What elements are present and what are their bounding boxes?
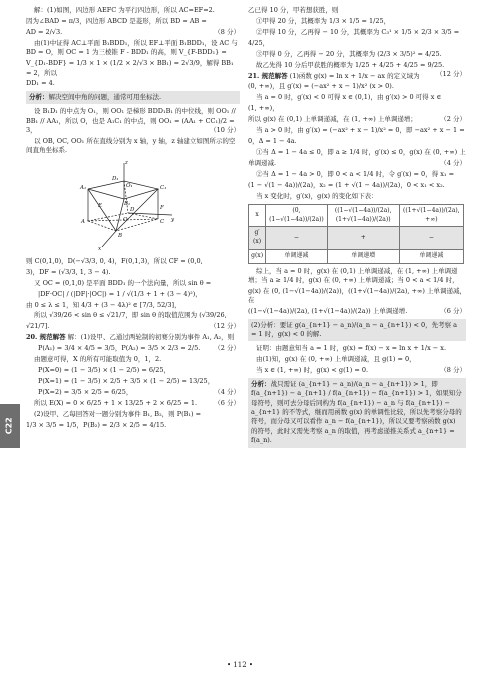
score-mark: （12 分） bbox=[436, 70, 466, 79]
section-tab bbox=[0, 404, 20, 448]
table-cell: ((1−√(1−4a))/(2a), (1+√(1−4a))/(2a)) bbox=[327, 205, 399, 227]
text-line: 4/25， bbox=[248, 38, 270, 47]
table-row bbox=[249, 227, 464, 249]
table-cell: x bbox=[249, 205, 266, 227]
fig-label: D bbox=[130, 207, 135, 214]
text-line: AD = 2/√3. bbox=[26, 27, 63, 36]
text-line: (1)函数 g(x) = ln x + 1/x − ax 的定义域为 bbox=[289, 71, 420, 80]
text-line: (1, +∞)， bbox=[248, 104, 279, 113]
text-line: ②当 Δ = 1 − 4a > 0，即 0 < a < 1/4 时，令 g′(x) = 0，得 x₁ = bbox=[256, 169, 455, 178]
text-line: V_{D₁-BDF} = 1/3 × 1 × (1/2 × 2/√3 × BB₁) = 2√3/9，解得 BB₁ = 2，所以 bbox=[26, 59, 234, 77]
score-mark: （6 分） bbox=[440, 307, 466, 316]
section-tab-label: C22 bbox=[5, 417, 15, 435]
text-line: 3)，DF = (√3/3, 1, 3 − 4). bbox=[26, 267, 111, 276]
text-line: |DF·OC| / (|DF|·|OC|) = 1 / √(1/3 + 1 + (3 − 4)²)， bbox=[38, 289, 202, 298]
analysis-box bbox=[248, 319, 466, 342]
text-line: 证明：由题意知当 a = 1 时，g(x) = f(x) − x = ln x + 1/x − x. bbox=[256, 344, 447, 353]
text-line: 故乙先得 10 分后甲获胜的概率为 1/25 + 4/25 + 4/25 = 9/25. bbox=[256, 60, 445, 69]
fig-label: y bbox=[171, 217, 175, 224]
variation-table bbox=[248, 204, 464, 263]
analysis-text: 解决空间中角的问题，通常可用坐标法. bbox=[48, 92, 162, 101]
left-column bbox=[26, 6, 240, 432]
fig-label: D₁ bbox=[112, 176, 119, 183]
analysis-box bbox=[26, 91, 240, 104]
text-line: 又 OC = (0,1,0) 是平面 BDD₁ 的一个法向量，所以 sin θ = bbox=[34, 278, 212, 287]
question-heading: 20. 规范解答 bbox=[26, 333, 66, 342]
top-face bbox=[88, 181, 158, 199]
table-cell: + bbox=[327, 227, 399, 249]
fig-label: C₁ bbox=[160, 185, 167, 192]
text-line: 解：(1)如图，四边形 AEFC 为平行四边形，所以 AC=EF=2. bbox=[34, 6, 215, 14]
score-mark: （4 分） bbox=[214, 387, 240, 396]
table-cell: g(x) bbox=[249, 249, 266, 263]
fig-label: O bbox=[123, 217, 128, 224]
analysis-box bbox=[248, 378, 466, 448]
text-line: 综上，当 a = 0 时，g(x) 在 (0,1) 上单调递减，在 (1, +∞) 上单调递增；当 a ≥ 1/4 时，g(x) 在 (0, +∞) 上单调递减；当 0 < a < 1/4 时， bbox=[248, 266, 459, 284]
table-cell: − bbox=[399, 227, 463, 249]
text-line: 所以 √39/26 < sin θ ≤ √21/7，即 sin θ 的取值范围为 (√39/26, bbox=[34, 311, 227, 320]
text-line: 解：(1)设甲、乙通过两轮制的初赛分别为事件 A₁, A₂，则 bbox=[67, 333, 235, 342]
prism-figure bbox=[66, 159, 178, 251]
text-line: 单调递减. bbox=[248, 158, 277, 167]
fig-label: A₁ bbox=[80, 185, 87, 192]
text-line: (0, +∞)，且 g′(x) = (−ax² + x − 1)/x² (x > 0). bbox=[248, 82, 394, 91]
table-row bbox=[249, 249, 464, 263]
score-mark: （12 分） bbox=[210, 322, 240, 331]
text-line: DD₁ = 4. bbox=[26, 79, 55, 88]
text-line: ②甲得 10 分，乙再得 − 10 分，其概率为 C₃¹ × 1/5 × 2/3 × 3/5 = bbox=[256, 27, 460, 36]
table-cell: 单调递增 bbox=[327, 249, 399, 263]
text-line: 当 x 变化时，g′(x)，g(x) 的变化如下表： bbox=[256, 191, 378, 200]
text-line: (2)设甲、乙每回答对一题分别为事件 B₁, B₂，则 P(B₁) = bbox=[34, 409, 202, 418]
text-line: 当 x ∈ (1, +∞) 时，g(x) < g(1) = 0. bbox=[256, 366, 369, 375]
table-cell: 单调递减 bbox=[399, 249, 463, 263]
table-row bbox=[249, 205, 464, 227]
analysis-text: (2)分析：要证 g(a_{n+1} − a_n)/(a_n − a_{n+1}) < 0，先考察 a = 1 时，g(x) < 0 的解. bbox=[251, 320, 458, 339]
score-mark: （6 分） bbox=[214, 398, 240, 407]
text-line: 当 a = 0 时，g′(x) < 0 可得 x ∈ (0,1)，由 g′(x) > 0 可得 x ∈ bbox=[256, 93, 442, 102]
score-mark: （4 分） bbox=[440, 158, 466, 167]
table-cell: g′(x) bbox=[249, 227, 266, 249]
text-line: 则 C(0,1,0)，D(−√3/3, 0, 4)，F(0,1,3)，所以 CF = (0,0, bbox=[26, 256, 203, 265]
text-line: ((1−√(1−4a))/(2a), (1+√(1−4a))/(2a)) 上单调递增. bbox=[248, 307, 408, 316]
text-line: 由 0 ≤ λ ≤ 1，知 4/3 + (3 − 4λ)² ∈ [7/3, 52/3]， bbox=[26, 300, 181, 309]
text-line: 由题意可得，X 的所有可能取值为 0，1，2. bbox=[34, 355, 162, 364]
text-line: P(A₁) = 3/4 × 4/5 = 3/5，P(A₂) = 3/5 × 2/3 = 2/5. bbox=[38, 344, 201, 353]
fig-label: E bbox=[98, 203, 103, 210]
text-line: 0，Δ = 1 − 4a. bbox=[248, 137, 297, 146]
text-line: 设 B₁D₁ 的中点为 O₁，则 OO₁ 是梯形 BDD₁B₁ 的中位线，则 OO₁ // BB₁ // AA₁，所以 O，也是 A₁C₁ 的中点，则 OO₁ = (AA₁ + CC₁)/2 = 3， bbox=[26, 107, 236, 135]
score-mark: （10 分） bbox=[210, 126, 240, 135]
score-mark: （2 分） bbox=[214, 344, 240, 353]
page-number: • 112 • bbox=[226, 661, 254, 669]
text-line: 乙已得 10 分，甲若想获胜，则 bbox=[248, 6, 339, 14]
x-axis bbox=[102, 231, 116, 247]
score-mark: （8 分） bbox=[214, 27, 240, 36]
text-line: 由(1)中证得 AC⊥平面 B₁BDD₁，所以 EF⊥平面 B₁BDD₁，设 AC 与 BD = O，则 OC = 1 为三棱锥 F - BDD₁ 的高，则 V_{F-BDD₁} = bbox=[26, 38, 238, 57]
table-cell: (0, (1−√(1−4a))/(2a)) bbox=[266, 205, 328, 227]
text-line: √21/7]. bbox=[26, 322, 50, 331]
text-line: ①甲得 20 分，其概率为 1/3 × 1/5 = 1/25， bbox=[256, 16, 391, 25]
fig-label: O₁ bbox=[126, 183, 133, 190]
score-mark: （8 分） bbox=[440, 366, 466, 375]
table-cell: − bbox=[266, 227, 328, 249]
fig-label: A bbox=[81, 219, 85, 226]
text-line: 由(1)知，g(x) 在 (0, +∞) 上单调递减，且 g(1) = 0， bbox=[256, 355, 416, 364]
text-line: 所以 g(x) 在 (0,1) 上单调递减，在 (1, +∞) 上单调递增； bbox=[248, 115, 417, 124]
text-line: 1/3 × 3/5 = 1/5，P(B₂) = 2/3 × 2/5 = 4/15. bbox=[26, 420, 167, 429]
text-line: g(x) 在 (0, (1−√(1−4a))/(2a))，((1+√(1−4a))/(2a), +∞) 上单调递减，在 bbox=[248, 286, 466, 305]
text-line: ①当 Δ = 1 − 4a ≤ 0，即 a ≥ 1/4 时，g′(x) ≤ 0，g(x) 在 (0, +∞) 上 bbox=[256, 147, 466, 156]
analysis-tag: 分析： bbox=[251, 379, 271, 388]
text-line: P(X=1) = (1 − 3/5) × 2/5 + 3/5 × (1 − 2/5) = 13/25， bbox=[38, 376, 215, 385]
right-column bbox=[248, 6, 466, 451]
text-line: 当 a > 0 时，由 g′(x) = (−ax² + x − 1)/x² = 0，即 −ax² + x − 1 = bbox=[256, 126, 465, 135]
fig-label: z bbox=[125, 160, 128, 167]
score-mark: （2 分） bbox=[440, 115, 466, 124]
question-heading: 21. 规范解答 bbox=[248, 71, 288, 80]
y-axis bbox=[128, 213, 172, 215]
analysis-text: 战只需证 (a_{n+1} − a_n)/(a_n − a_{n+1}) > 1，即 f(a_{n+1}) − a_{n+1} / f(a_{n+1}) − f(a_{n+1}) > 1，如果知分母符号，则可去分母后同构为 f(a_{n+1}) − a_n 与 f(a_{n+1}) − a_{n+1} 的不等式，继而用函数 g(x) 的单调性比较，所以先考察分母的符号，而分母又可以看作 a_n − f(a_{n+1})，所以又要考察函数 g(x) 的符号，此时又需先考察 a_n 的取值，再考虑递推关系式 a_{n+1} = f(a_n). bbox=[251, 379, 462, 445]
text-line: 所以 E(X) = 0 × 6/25 + 1 × 13/25 + 2 × 6/25 = 1. bbox=[34, 398, 198, 407]
edge bbox=[116, 199, 124, 231]
text-line: P(X=2) = 3/5 × 2/5 = 6/25， bbox=[38, 387, 133, 396]
fig-label: F bbox=[160, 205, 164, 212]
fig-label: x bbox=[98, 246, 102, 252]
fig-label: B₁ bbox=[124, 201, 131, 208]
text-line: (1 − √(1 − 4a))/(2a)，x₂ = (1 + √(1 − 4a))/(2a)，0 < x₁ < x₂. bbox=[248, 180, 445, 189]
analysis-tag: 分析： bbox=[29, 92, 49, 101]
text-line: P(X=0) = (1 − 3/5) × (1 − 2/5) = 6/25， bbox=[38, 366, 170, 375]
text-line: 因为∠BAD = π/3，四边形 ABCD 是菱形，所以 BD = AB = bbox=[26, 16, 207, 25]
table-cell: 单调递减 bbox=[266, 249, 328, 263]
text-line: ③甲得 0 分，乙再得 − 20 分，其概率为 (2/3 × 3/5)² = 4/25. bbox=[256, 49, 442, 58]
fig-label: B bbox=[118, 233, 123, 240]
table-cell: ((1+√(1−4a))/(2a), +∞) bbox=[399, 205, 463, 227]
text-line: 以 OB, OC, OO₁ 所在直线分别为 x 轴，y 轴，z 轴建立如图所示的空间直角坐标系. bbox=[26, 137, 236, 155]
fig-label: C bbox=[160, 219, 165, 226]
